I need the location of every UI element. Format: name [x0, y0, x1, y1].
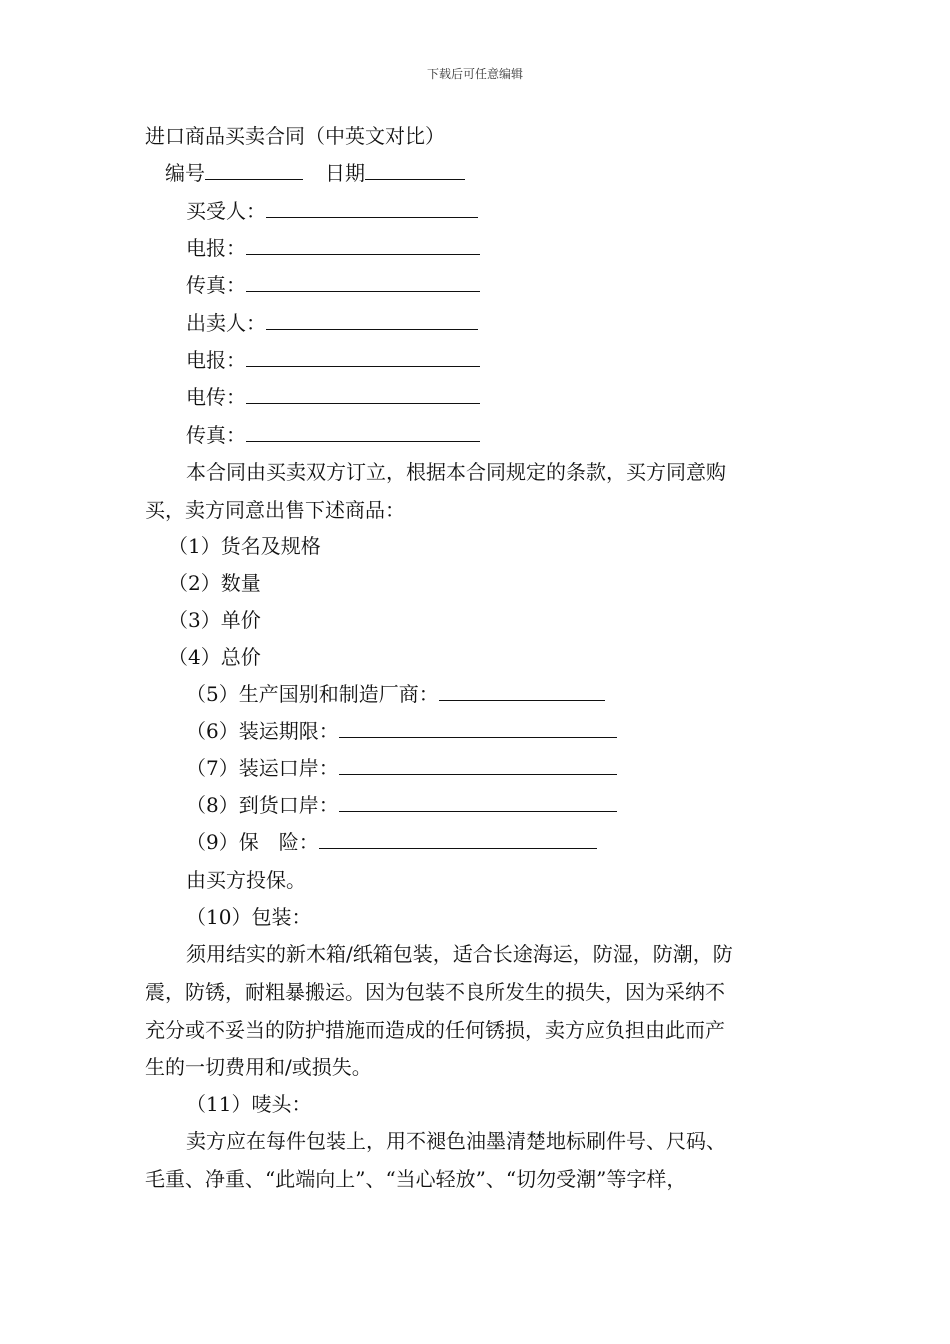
number-date-line [165, 159, 465, 187]
number-label: 编号 [165, 161, 205, 185]
field-seller-telex [186, 383, 480, 411]
intro-line: 本合同由买卖双方订立，根据本合同规定的条款，买方同意购 [186, 460, 726, 484]
mark-line: 毛重、净重、“此端向上”、“当心轻放”、“切勿受潮”等字样， [145, 1167, 687, 1191]
field-blank [246, 235, 480, 255]
field-blank [266, 310, 478, 330]
item-label: （7）装运口岸： [186, 756, 339, 780]
item-line: （4）总价 [168, 645, 261, 669]
field-label: 电报： [186, 236, 246, 260]
item-fill-line [186, 754, 617, 782]
field-label: 电报： [186, 348, 246, 372]
item-fill-line [186, 717, 617, 745]
field-label: 传真： [186, 273, 246, 297]
item-label: （6）装运期限： [186, 719, 339, 743]
number-blank [205, 160, 303, 180]
field-blank [246, 384, 480, 404]
field-buyer-fax [186, 271, 480, 299]
item-line: （2）数量 [168, 571, 261, 595]
packing-line: 生的一切费用和/或损失。 [145, 1055, 372, 1079]
field-seller-telegram [186, 346, 480, 374]
item-fill-line [186, 680, 605, 708]
item-label: （8）到货口岸： [186, 793, 339, 817]
field-buyer [186, 197, 478, 225]
item-blank [439, 681, 605, 701]
item-label: （5）生产国别和制造厂商： [186, 682, 439, 706]
page-header: 下载后可任意编辑 [426, 67, 523, 81]
field-label: 传真： [186, 423, 246, 447]
packing-line: 充分或不妥当的防护措施而造成的任何锈损，卖方应负担由此而产 [145, 1018, 725, 1042]
field-blank [246, 272, 480, 292]
insurance-note: 由买方投保。 [186, 868, 306, 892]
date-blank [365, 160, 465, 180]
item-fill-line [186, 828, 597, 856]
intro-line: 买，卖方同意出售下述商品： [145, 498, 405, 522]
field-seller-fax [186, 421, 480, 449]
packing-heading: （10）包装： [186, 905, 312, 929]
field-label: 电传： [186, 385, 246, 409]
field-label: 买受人： [186, 199, 266, 223]
field-label: 出卖人： [186, 311, 266, 335]
item-blank [339, 792, 617, 812]
item-blank [319, 829, 597, 849]
field-blank [246, 422, 480, 442]
item-line: （1）货名及规格 [168, 534, 321, 558]
field-seller [186, 309, 478, 337]
item-blank [339, 718, 617, 738]
item-line: （3）单价 [168, 608, 261, 632]
field-blank [246, 347, 480, 367]
field-buyer-telegram [186, 234, 480, 262]
packing-line: 须用结实的新木箱/纸箱包装，适合长途海运，防湿，防潮，防 [186, 942, 733, 966]
item-label: （9）保 险： [186, 830, 319, 854]
date-label: 日期 [325, 161, 365, 185]
document-title: 进口商品买卖合同（中英文对比） [145, 124, 445, 148]
mark-line: 卖方应在每件包装上，用不褪色油墨清楚地标刷件号、尺码、 [186, 1129, 726, 1153]
field-blank [266, 198, 478, 218]
mark-heading: （11）唛头： [186, 1092, 312, 1116]
packing-line: 震，防锈，耐粗暴搬运。因为包装不良所发生的损失，因为采纳不 [145, 980, 725, 1004]
item-fill-line [186, 791, 617, 819]
item-blank [339, 755, 617, 775]
